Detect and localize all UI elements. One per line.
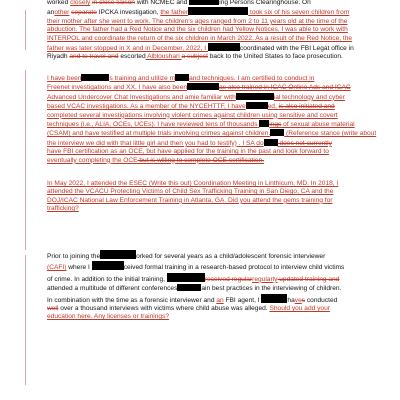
text-line: (CSAM) and have testified at multiple trials involving crimes against children. (Reference stance (write about	[47, 130, 377, 138]
text-line: the interview we did with that little girl and then you had to testify) . I SA do does not currently	[47, 139, 332, 147]
text-line: father was later stopped in X and in December, 2022, I coordinated with the FBI Legat office in	[47, 45, 354, 53]
redaction-block	[246, 102, 268, 109]
revision-margin-bar-3	[25, 255, 26, 385]
text-line: techniques (i.e., ALIA, OCEs, UCEs). I have reviewed tens of thousands ings of sexual abuse material	[47, 121, 355, 129]
redaction-block	[270, 129, 284, 136]
redaction-block	[92, 261, 124, 270]
redaction-block	[259, 120, 269, 127]
text-line: worked closely in close liaison with NCMEC and ing Persons Clearinghouse. On	[47, 0, 311, 6]
redaction-block	[208, 43, 240, 51]
text-line: eventually completing the OCE but is willing to complete OCE certification.	[47, 156, 264, 164]
text-line: Advanced Undercover Chat Investigations and amie familiar with ial technology and cyber	[47, 93, 345, 101]
text-line: their mother after she went to work. The children's ages ranged from 2 to 11 years old at the time of the	[47, 17, 348, 25]
redaction-block	[100, 250, 136, 259]
text-line: Freenet investigations and XX. I have also been as also trained in ICAC Online Ads and ICAC	[47, 84, 351, 92]
text-line: of crime. In addition to the initial training, received regularregularly updated training and	[47, 273, 383, 284]
text-line: based VCAC investigations. As a member of the NYCEHTTF, I have ed, is also initiated and	[47, 103, 335, 111]
revision-margin-bar-2	[25, 70, 26, 250]
text-line: abduction. The father had a Red Notice and the six children had Yellow Notices. I was able to work with	[47, 26, 348, 34]
text-line: attended the VCACU Protecting Victims of Child Sex Trafficking Training in San Diego, CA and the	[47, 188, 334, 196]
paragraph-investigations	[47, 74, 383, 165]
revision-margin-bar-1	[25, 10, 26, 50]
paragraph-trainings-attended	[47, 180, 383, 214]
text-line: Riyadh and to travel and escorted Albloushari a subject back to the United States to face prosecution.	[47, 53, 343, 61]
text-line: INTERPOL and coordinate the return of the six children in March 2022. As a result of the Red Notice, the	[47, 34, 353, 42]
text-line: DOJ/ICAC National Law Enforcement Training in Atlanta, GA. Did you attend the gems training for	[47, 196, 333, 204]
text-line: In combination with the time as a forensic interviewer and an FBI agent, I haves conducted	[47, 294, 383, 305]
text-line: well over a thousand interviews with victims where child abuse was alleged. Should you add your	[47, 305, 330, 313]
redaction-block	[177, 284, 201, 291]
text-line: In May 2022, I attended the ESEC (Write this out) Coordination Meeting in Linthicum, MD. In 2018, I	[47, 180, 339, 187]
redaction-block	[261, 294, 287, 303]
redaction-block	[264, 139, 278, 146]
redaction-block	[187, 83, 219, 90]
redaction-block	[81, 74, 109, 81]
text-line: have FBI certification as an OCE, but have applied for the training in the past and look forward to	[47, 148, 329, 156]
redaction-block	[189, 0, 219, 5]
text-line: another separate IPCKA investigation, the father took six of his seven children from	[47, 9, 350, 17]
paragraph-forensic-interviewer	[47, 250, 383, 322]
text-line: attended a multitude of different conferences ain best practices in the interviewing of children.	[47, 285, 342, 293]
redaction-block	[236, 93, 274, 100]
text-line: trafficking?	[47, 205, 79, 213]
text-line: education here. Any licenses or trainings?	[47, 313, 170, 321]
text-line: completed several investigations involving violent crimes against children using sensitive and covert	[47, 111, 338, 119]
paragraph-abduction-case	[47, 0, 383, 62]
redaction-block	[167, 273, 205, 282]
redaction-block	[175, 74, 189, 81]
redaction-block	[188, 7, 248, 15]
text-line: (CAFI) where I ceived formal training in a research-based protocol to interview child victims	[47, 261, 383, 272]
text-line: I have been s training and utilize m and techniques. I am certified to conduct in	[47, 75, 315, 82]
text-line: Prior to joining the orked for several years as a child/adolescent forensic interviewer	[47, 250, 383, 261]
